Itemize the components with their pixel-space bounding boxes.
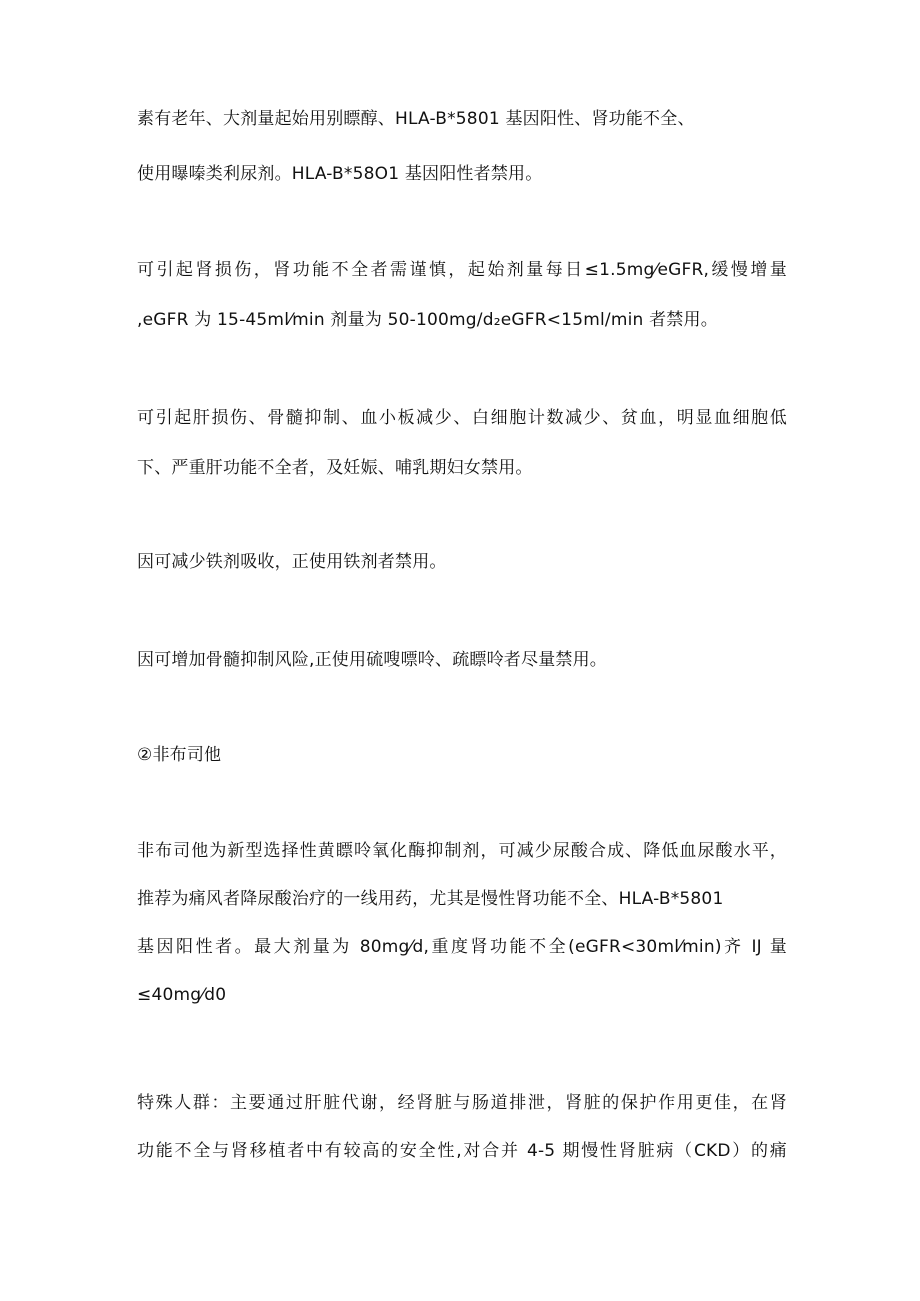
text-line-11: 推荐为痛风者降尿酸治疗的一线用药，尤其是慢性肾功能不全、HLA-B*5801	[137, 889, 724, 909]
text-line-15: 功能不全与肾移植者中有较高的安全性,对合并 4-5 期慢性肾脏病（CKD）的痛	[137, 1141, 787, 1161]
text-line-5: 可引起肝损伤、骨髓抑制、血小板减少、白细胞计数减少、贫血，明显血细胞低	[137, 408, 787, 428]
text-line-14: 特殊人群：主要通过肝脏代谢，经肾脏与肠道排泄，肾脏的保护作用更佳，在肾	[137, 1093, 787, 1113]
text-line-3: 可引起肾损伤，肾功能不全者需谨慎，起始剂量每日≤1.5mg⁄eGFR,缓慢增量	[137, 260, 787, 280]
text-line-1: 素有老年、大剂量起始用别瞟醇、HLA-B*5801 基因阳性、肾功能不全、	[137, 109, 695, 129]
text-line-10: 非布司他为新型选择性黄瞟呤氧化酶抑制剂，可减少尿酸合成、降低血尿酸水平，	[137, 841, 787, 861]
text-line-12: 基因阳性者。最大剂量为 80mg⁄d,重度肾功能不全(eGFR<30ml⁄min)齐 IJ 量	[137, 937, 787, 957]
text-line-2: 使用曝嗪类利尿剂。HLA-B*58O1 基因阳性者禁用。	[137, 164, 543, 184]
text-line-7: 因可减少铁剂吸收，正使用铁剂者禁用。	[137, 552, 447, 572]
text-line-4: ,eGFR 为 15-45ml⁄min 剂量为 50-100mg/d₂eGFR<15ml/min 者禁用。	[137, 310, 718, 330]
text-line-6: 下、严重肝功能不全者，及妊娠、哺乳期妇女禁用。	[137, 458, 533, 478]
text-line-8: 因可增加骨髓抑制风险,正使用硫嗖嘌呤、疏瞟呤者尽量禁用。	[137, 650, 608, 670]
section-heading: ②非布司他	[137, 745, 222, 765]
text-line-13: ≤40mg⁄d0	[137, 985, 227, 1005]
